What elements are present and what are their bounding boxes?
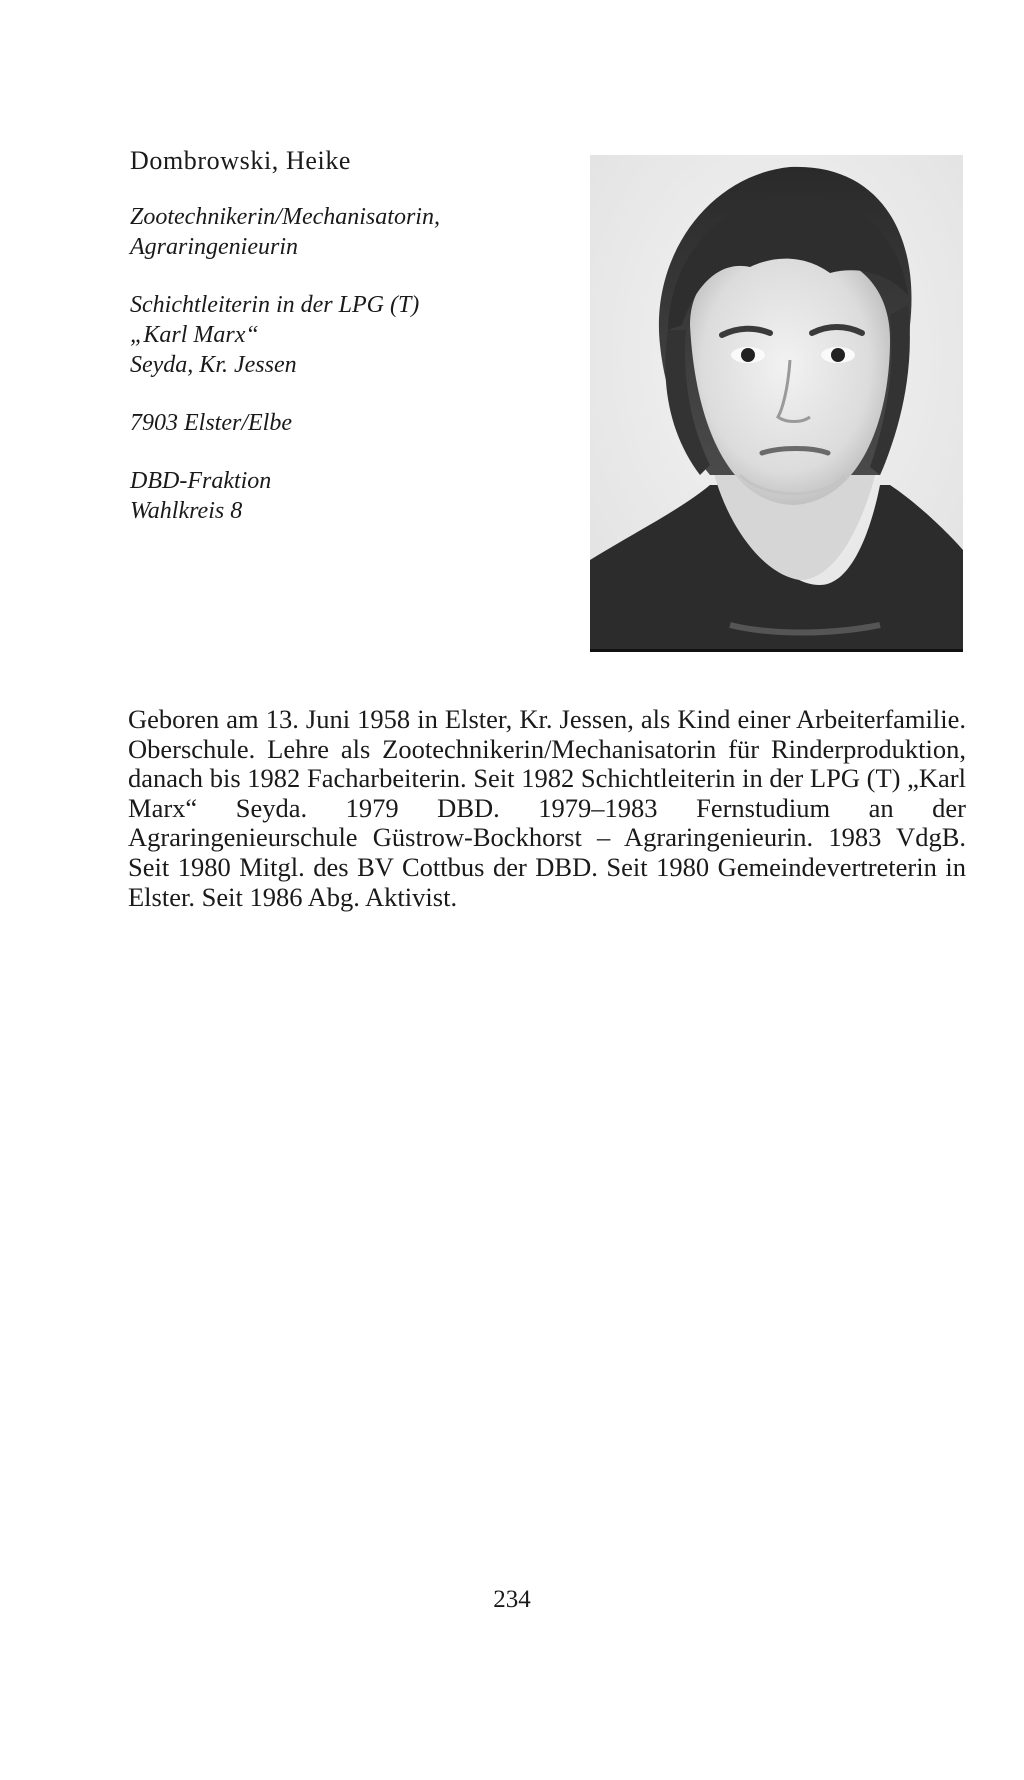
profession-line: Agraringenieurin (130, 234, 298, 261)
position-line: „Karl Marx“ (130, 322, 259, 349)
portrait-photo-image (590, 155, 963, 652)
faction-line: DBD-Fraktion (130, 468, 272, 495)
portrait-photo (590, 155, 963, 652)
person-name: Dombrowski, Heike (130, 146, 352, 175)
position-block (130, 290, 580, 380)
address-line: 7903 Elster/Elbe (130, 410, 292, 437)
profession-line: Zootechnikerin/Mechanisatorin, (130, 204, 440, 231)
entry-header (130, 145, 580, 554)
page-number: 234 (493, 1586, 531, 1613)
address-block (130, 408, 580, 438)
position-line: Seyda, Kr. Jessen (130, 352, 297, 379)
biography-text: Geboren am 13. Juni 1958 in Elster, Kr. Jessen, als Kind einer Arbeiterfamilie. Oberschule. Lehre als Zootechnikerin/Mechanisatorin für Rinderproduktion, danach bis 1982 Facharbeiterin. Seit 1982 Schichtleiterin in der LPG (T) „Karl Marx“ Seyda. 1979 DBD. 1979–1983 Fernstudium an der Agraringenieurschule Güstrow-Bockhorst – Agraringenieurin. 1983 VdgB. Seit 1980 Mitgl. des BV Cottbus der DBD. Seit 1980 Gemeindevertreterin in Elster. Seit 1986 Abg. Aktivist. (128, 704, 966, 912)
profession-block (130, 202, 580, 262)
position-line: Schichtleiterin in der LPG (T) (130, 292, 420, 319)
faction-block (130, 466, 580, 526)
constituency-line: Wahlkreis 8 (130, 498, 243, 525)
